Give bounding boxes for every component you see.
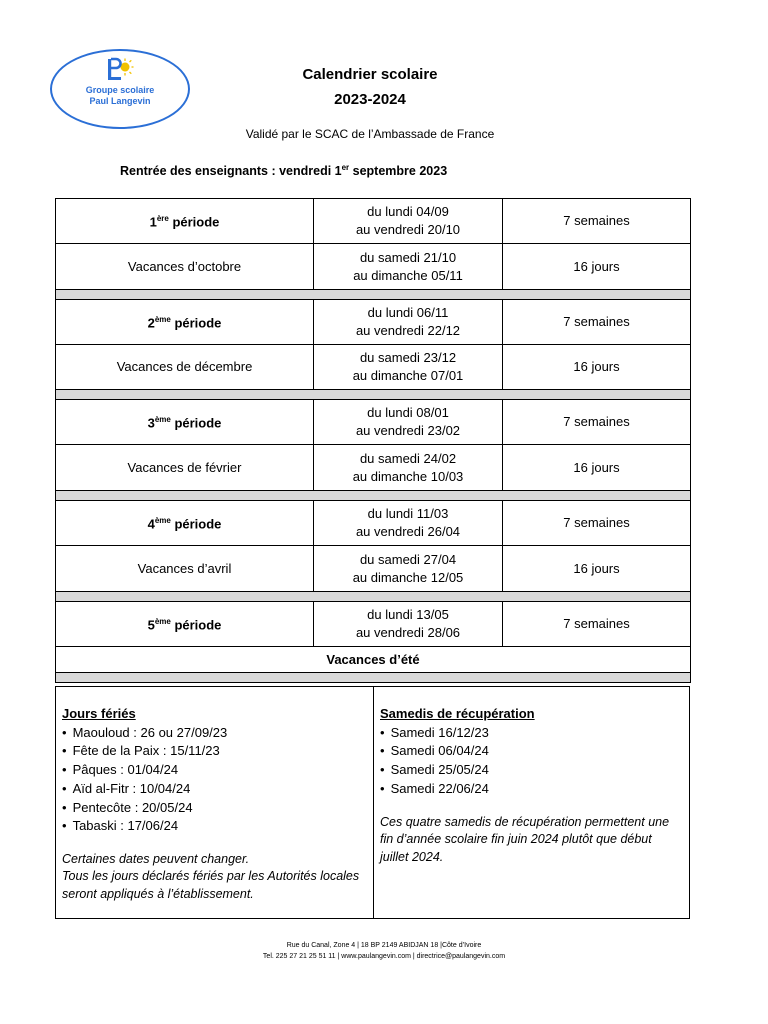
recovery-saturdays-section	[374, 687, 689, 918]
period-label: 4ème période	[56, 501, 314, 546]
list-item: • Aïd al-Fitr : 10/04/24	[62, 780, 367, 799]
holidays-note: Certaines dates peuvent changer. Tous les jours déclarés fériés par les Autorités locales seront appliqués à l’établissement.	[62, 851, 360, 901]
period-duration: 7 semaines	[503, 602, 691, 647]
recovery-saturdays-title: Samedis de récupération	[380, 706, 535, 721]
logo-text	[52, 85, 188, 107]
period-row	[56, 602, 691, 647]
list-item: • Pentecôte : 20/05/24	[62, 799, 367, 818]
list-item: • Samedi 22/06/24	[380, 780, 683, 799]
period-dates: du lundi 06/11 au vendredi 22/12	[314, 300, 503, 345]
vacation-dates: du samedi 27/04 au dimanche 12/05	[314, 546, 503, 592]
rentree-text: Rentrée des enseignants : vendredi 1	[120, 164, 342, 179]
list-item: • Tabaski : 17/06/24	[62, 817, 367, 836]
vacation-dates: du samedi 21/10 au dimanche 05/11	[314, 244, 503, 290]
page-title: Calendrier scolaire	[302, 66, 438, 83]
vacation-row	[56, 546, 691, 592]
vacation-duration: 16 jours	[503, 345, 691, 390]
period-dates: du lundi 04/09 au vendredi 20/10	[314, 199, 503, 244]
separator-row	[56, 491, 691, 501]
vacation-dates: du samedi 24/02 au dimanche 10/03	[314, 445, 503, 491]
separator-row	[56, 592, 691, 602]
notes-box	[55, 686, 690, 919]
separator-row	[56, 390, 691, 400]
school-logo-mark	[104, 57, 134, 83]
vacation-label: Vacances de décembre	[56, 345, 314, 390]
rentree-sup: er	[341, 163, 350, 172]
period-row	[56, 400, 691, 445]
teachers-start-date	[120, 163, 447, 178]
period-duration: 7 semaines	[503, 501, 691, 546]
vacation-label: Vacances d’avril	[56, 546, 314, 592]
list-item: • Samedi 06/04/24	[380, 742, 683, 761]
school-logo	[50, 49, 190, 129]
footer-address: Rue du Canal, Zone 4 | 18 BP 2149 ABIDJAN 18 |Côte d’Ivoire	[286, 942, 482, 949]
public-holidays-title: Jours fériés	[62, 706, 136, 721]
period-duration: 7 semaines	[503, 300, 691, 345]
calendar-table	[55, 198, 691, 683]
recovery-saturdays-list	[380, 724, 683, 799]
list-item: • Maouloud : 26 ou 27/09/23	[62, 724, 367, 743]
vacation-row	[56, 345, 691, 390]
footer-contact: Tel. 225 27 21 25 51 11 | www.paulangevin.com | directrice@paulangevin.com	[262, 953, 506, 960]
validation-note: Validé par le SCAC de l’Ambassade de France	[245, 127, 495, 141]
period-label: 5ème période	[56, 602, 314, 647]
public-holidays-list	[62, 724, 367, 836]
period-dates: du lundi 13/05 au vendredi 28/06	[314, 602, 503, 647]
period-dates: du lundi 11/03 au vendredi 26/04	[314, 501, 503, 546]
vacation-row	[56, 244, 691, 290]
vacation-duration: 16 jours	[503, 445, 691, 491]
vacation-label: Vacances de février	[56, 445, 314, 491]
period-label: 3ème période	[56, 400, 314, 445]
list-item: • Samedi 25/05/24	[380, 761, 683, 780]
period-duration: 7 semaines	[503, 400, 691, 445]
rentree-text-end: septembre 2023	[349, 164, 448, 179]
separator-row	[56, 673, 691, 683]
list-item: • Samedi 16/12/23	[380, 724, 683, 743]
period-row	[56, 501, 691, 546]
period-row	[56, 199, 691, 244]
list-item: • Pâques : 01/04/24	[62, 761, 367, 780]
period-row	[56, 300, 691, 345]
vacation-duration: 16 jours	[503, 244, 691, 290]
period-duration: 7 semaines	[503, 199, 691, 244]
list-item: • Fête de la Paix : 15/11/23	[62, 742, 367, 761]
period-dates: du lundi 08/01 au vendredi 23/02	[314, 400, 503, 445]
summer-vacation-row	[56, 647, 691, 673]
vacation-duration: 16 jours	[503, 546, 691, 592]
summer-vacation-label: Vacances d’été	[56, 647, 691, 673]
period-label: 1ère période	[56, 199, 314, 244]
vacation-label: Vacances d’octobre	[56, 244, 314, 290]
vacation-dates: du samedi 23/12 au dimanche 07/01	[314, 345, 503, 390]
logo-line-2: Paul Langevin	[89, 96, 151, 106]
vacation-row	[56, 445, 691, 491]
school-year: 2023-2024	[334, 91, 406, 108]
saturdays-note: Ces quatre samedis de récupération permettent une fin d’année scolaire fin juin 2024 plutôt que début juillet 2024.	[380, 814, 670, 864]
separator-row	[56, 290, 691, 300]
period-label: 2ème période	[56, 300, 314, 345]
logo-line-1: Groupe scolaire	[85, 85, 155, 95]
public-holidays-section	[56, 687, 374, 918]
